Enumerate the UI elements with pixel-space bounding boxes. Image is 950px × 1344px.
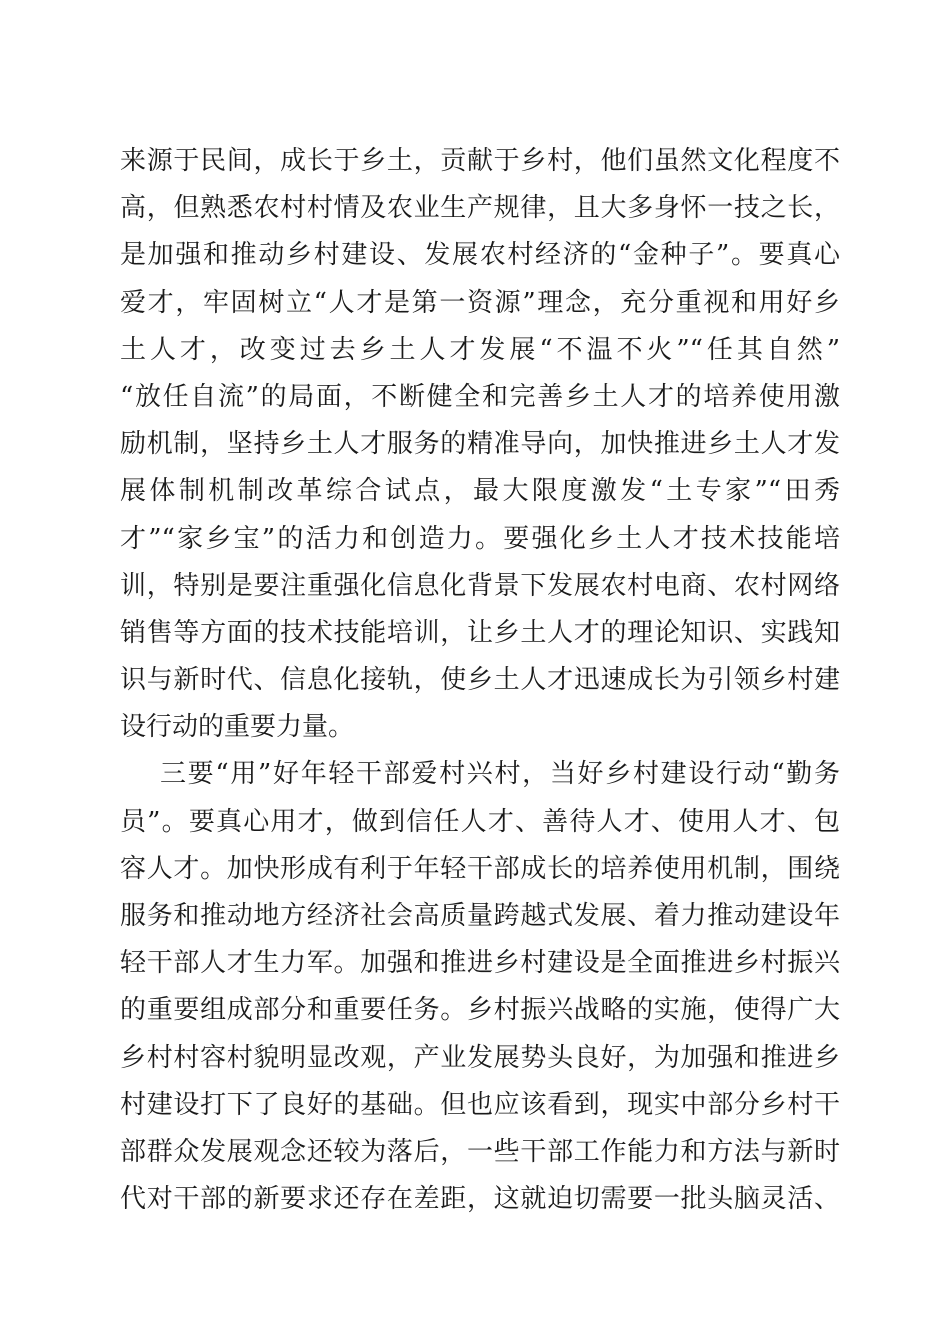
text-line: 训，特别是要注重强化信息化背景下发展农村电商、农村网络	[120, 570, 840, 601]
text-line: 乡村村容村貌明显改观，产业发展势头良好，为加强和推进乡	[120, 1042, 840, 1073]
text-line: 高，但熟悉农村村情及农业生产规律，且大多身怀一技之长，	[120, 193, 840, 224]
text-line: 识与新时代、信息化接轨，使乡土人才迅速成长为引领乡村建	[120, 665, 840, 696]
text-line: 村建设打下了良好的基础。但也应该看到，现实中部分乡村干	[120, 1089, 840, 1120]
body-text	[120, 138, 840, 1223]
text-line: 展体制机制改革综合试点，最大限度激发“土专家”“田秀	[120, 476, 840, 507]
text-line: 销售等方面的技术技能培训，让乡土人才的理论知识、实践知	[120, 617, 840, 648]
text-line: 服务和推动地方经济社会高质量跨越式发展、着力推动建设年	[120, 901, 840, 931]
text-line: 才”“家乡宝”的活力和创造力。要强化乡土人才技术技能培	[120, 523, 840, 554]
text-line: “放任自流”的局面，不断健全和完善乡土人才的培养使用激	[120, 381, 840, 412]
text-line: 代对干部的新要求还存在差距，这就迫切需要一批头脑灵活、	[120, 1184, 840, 1215]
text-line: 励机制，坚持乡土人才服务的精准导向，加快推进乡土人才发	[120, 429, 840, 460]
text-line: 三要“用”好年轻干部爱村兴村，当好乡村建设行动“勤务	[160, 759, 840, 790]
text-line: 员”。要真心用才，做到信任人才、善待人才、使用人才、包	[120, 806, 840, 837]
text-line: 轻干部人才生力军。加强和推进乡村建设是全面推进乡村振兴	[120, 948, 840, 979]
text-line: 爱才，牢固树立“人才是第一资源”理念，充分重视和用好乡	[120, 287, 840, 318]
text-line: 土人才，改变过去乡土人才发展“不温不火”“任其自然”	[120, 334, 840, 365]
text-line: 是加强和推动乡村建设、发展农村经济的“金种子”。要真心	[120, 240, 840, 271]
text-line: 容人才。加快形成有利于年轻干部成长的培养使用机制，围绕	[120, 853, 840, 884]
paragraph-1	[120, 138, 840, 751]
text-line: 的重要组成部分和重要任务。乡村振兴战略的实施，使得广大	[120, 995, 840, 1026]
text-line: 部群众发展观念还较为落后，一些干部工作能力和方法与新时	[120, 1136, 840, 1167]
text-line: 设行动的重要力量。	[120, 712, 355, 743]
text-line: 来源于民间，成长于乡土，贡献于乡村，他们虽然文化程度不	[120, 146, 840, 176]
paragraph-2	[120, 751, 840, 1223]
